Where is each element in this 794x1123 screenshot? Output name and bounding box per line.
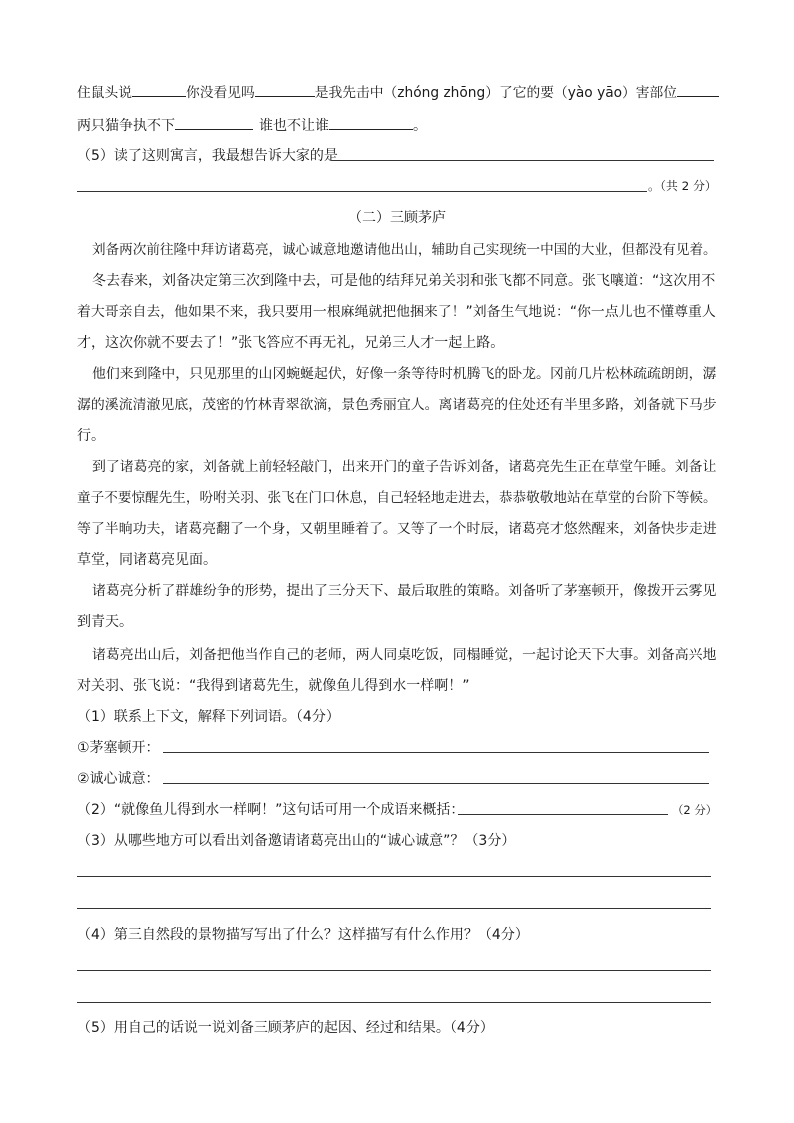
question-text: （5）读了这则寓言，我最想告诉大家的是: [77, 148, 338, 164]
fill-line-2: [77, 115, 427, 135]
fill-text: 两只猫争执不下: [77, 118, 175, 134]
paragraph-4-line: 童子不要惊醒先生，吩咐关羽、张飞在门口休息，自己轻轻地走进去，恭恭敬敬地站在草堂的台阶下等候。: [77, 490, 717, 506]
answer-line[interactable]: [77, 1002, 711, 1003]
paragraph-5-line: 诸葛亮分析了群雄纷争的形势，提出了三分天下、最后取胜的策略。刘备听了茅塞顿开，像拨开云雾见: [92, 583, 717, 599]
answer-line[interactable]: [163, 752, 709, 753]
paragraph-3-line: 行。: [77, 428, 105, 444]
paragraph-4-line: 到了诸葛亮的家，刘备就上前轻轻敲门，出来开门的童子告诉刘备，诸葛亮先生正在草堂午睡。刘备让: [92, 459, 717, 475]
question-5-top: [77, 146, 338, 166]
paragraph-2-line: 着大哥亲自去，他如果不来，我只要用一根麻绳就把他捆来了！”刘备生气地说：“你一点儿也不懂尊重人: [77, 304, 716, 320]
paragraph-3-line: 潺的溪流清澈见底，茂密的竹林青翠欲滴，景色秀丽宜人。离诸葛亮的住处还有半里多路，刘备就下马步: [77, 397, 717, 413]
question-1: （1）联系上下文，解释下列词语。（4分）: [77, 709, 340, 725]
fill-text: 是我先击中（zhóng zhōng）了它的要（yào yāo）害部位: [314, 85, 678, 101]
question-2-score: （2 分）: [672, 803, 718, 817]
question-1a: ①茅塞顿开：: [77, 740, 160, 756]
answer-blank[interactable]: [329, 115, 413, 130]
fill-text: 。: [413, 118, 427, 134]
paragraph-4-line: 等了半晌功夫，诸葛亮翻了一个身，又朝里睡着了。又等了一个时辰，诸葛亮才悠然醒来，刘备快步走进: [77, 521, 717, 537]
paragraph-3-line: 他们来到隆中，只见那里的山冈蜿蜒起伏，好像一条等待时机腾飞的卧龙。冈前几片松林疏疏朗朗，潺: [92, 366, 717, 382]
fill-text: 你没看见吗: [186, 85, 255, 101]
answer-blank[interactable]: [255, 82, 315, 97]
paragraph-2-line: 冬去春来，刘备决定第三次到隆中去，可是他的结拜兄弟关羽和张飞都不同意。张飞嚷道：“这次用不: [92, 273, 716, 289]
paragraph-1: 刘备两次前往隆中拜访诸葛亮，诚心诚意地邀请他出山，辅助自己实现统一中国的大业，但都没有见着。: [92, 242, 717, 258]
question-5-score: 。（共 2 分）: [648, 179, 717, 193]
answer-line[interactable]: [77, 908, 711, 909]
fill-text: 住鼠头说: [77, 85, 133, 101]
question-4: （4）第三自然段的景物描写写出了什么？这样描写有什么作用？（4分）: [77, 927, 529, 943]
question-3: （3）从哪些地方可以看出刘备邀请诸葛亮出山的“诚心诚意”？（3分）: [77, 833, 516, 849]
answer-blank[interactable]: [132, 82, 186, 97]
answer-line[interactable]: [77, 970, 711, 971]
fill-text: 谁也不让谁: [259, 118, 329, 134]
answer-line[interactable]: [163, 783, 709, 784]
answer-line[interactable]: [458, 814, 668, 815]
question-2: （2）“就像鱼儿得到水一样啊！”这句话可用一个成语来概括：: [77, 802, 465, 818]
section-title: （二）三顾茅庐: [348, 210, 446, 226]
paragraph-5-line: 到青天。: [77, 614, 133, 630]
fill-line-1: [77, 82, 719, 102]
answer-line[interactable]: [334, 160, 714, 161]
question-5: （5）用自己的话说一说刘备三顾茅庐的起因、经过和结果。（4分）: [77, 1020, 494, 1036]
paragraph-4-line: 草堂，同诸葛亮见面。: [77, 552, 217, 568]
answer-blank[interactable]: [175, 115, 253, 130]
paragraph-6-line: 对关羽、张飞说：“我得到诸葛先生，就像鱼儿得到水一样啊！”: [77, 678, 470, 694]
paragraph-6-line: 诸葛亮出山后，刘备把他当作自己的老师，两人同桌吃饭，同榻睡觉，一起讨论天下大事。刘备高兴地: [92, 647, 717, 663]
answer-blank[interactable]: [677, 82, 719, 97]
question-1b: ②诚心诚意：: [77, 771, 160, 787]
answer-line[interactable]: [77, 191, 647, 192]
answer-line[interactable]: [77, 876, 711, 877]
paragraph-2-line: 才，这次你就不要去了！”张飞答应不再无礼，兄弟三人才一起上路。: [77, 335, 505, 351]
